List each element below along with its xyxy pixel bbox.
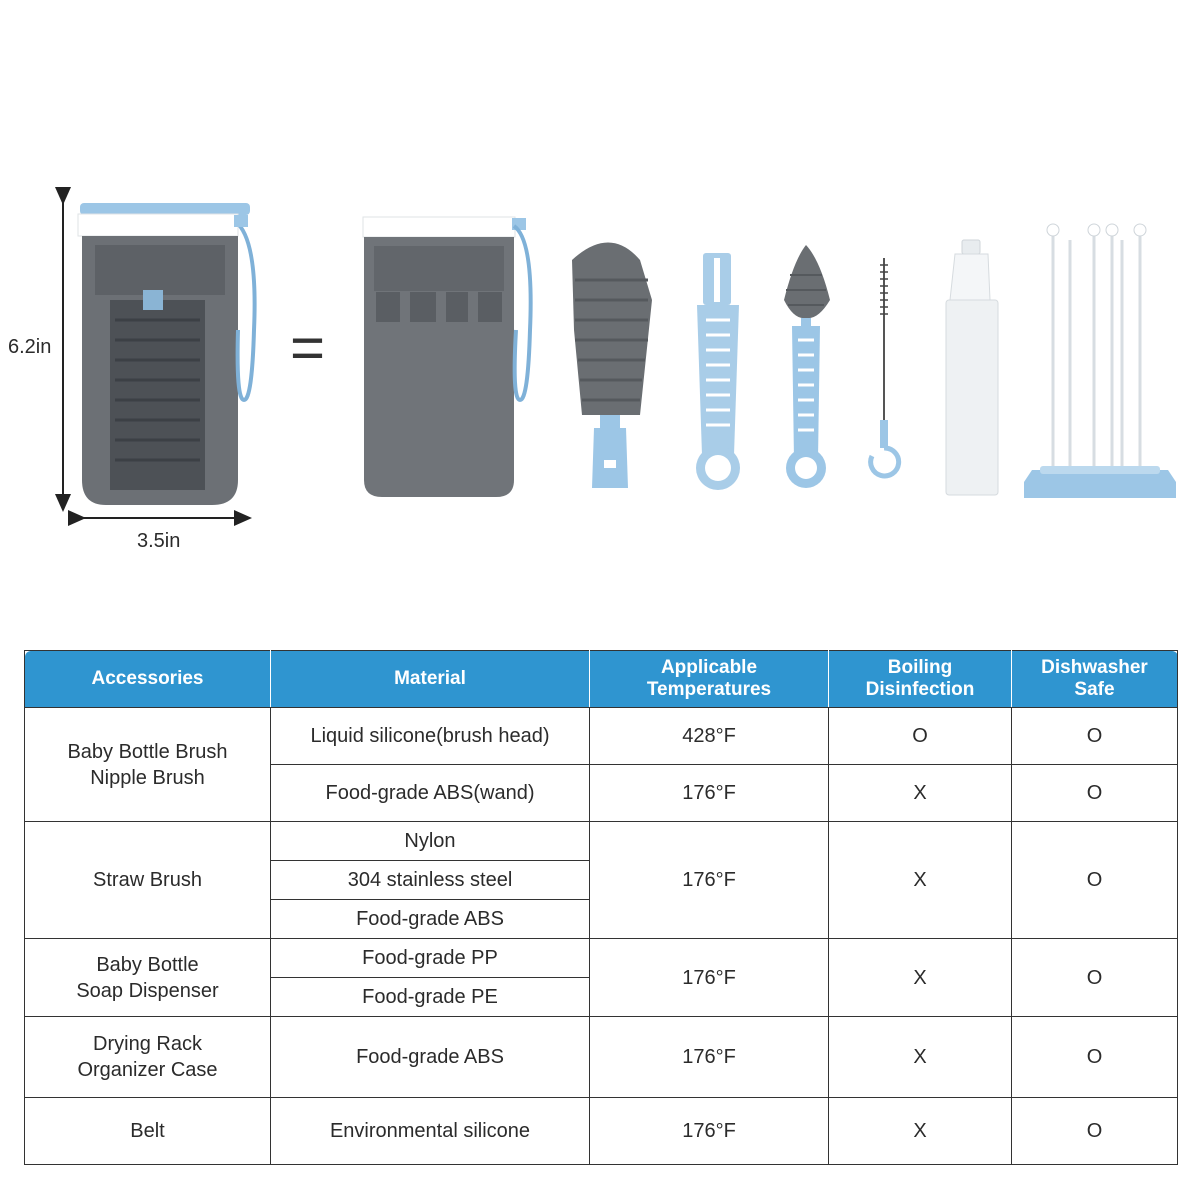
- accessory-name-line1: Drying Rack: [93, 1033, 202, 1055]
- boiling-cell: X: [829, 1017, 1012, 1098]
- brush-wand-icon: [696, 253, 740, 490]
- material-cell: Food-grade PP: [271, 939, 590, 978]
- height-dimension-label: 6.2in: [8, 336, 52, 358]
- table-row: [25, 1098, 1178, 1165]
- header-dishwasher: [1012, 651, 1178, 708]
- accessory-name: [25, 939, 271, 1017]
- accessory-name-line2: Nipple Brush: [90, 766, 205, 789]
- accessory-name-line2: Soap Dispenser: [76, 979, 219, 1002]
- width-dimension-label: 3.5in: [137, 530, 181, 552]
- temperature-cell: 176°F: [590, 765, 829, 822]
- header-dishwasher-line2: Safe: [1074, 679, 1115, 700]
- material-cell: Nylon: [271, 822, 590, 861]
- header-boiling-line2: Disinfection: [865, 679, 975, 700]
- nipple-brush-icon: [784, 245, 830, 488]
- header-accessories: Accessories: [25, 651, 271, 708]
- accessory-name-line1: Baby Bottle Brush: [67, 740, 228, 763]
- temperature-cell: 176°F: [590, 939, 829, 1017]
- soap-dispenser-icon: [946, 240, 998, 495]
- header-material: Material: [271, 651, 590, 708]
- table-row: [25, 822, 1178, 861]
- temperature-cell: 428°F: [590, 708, 829, 765]
- table-row: [25, 708, 1178, 765]
- product-illustration: [0, 150, 1200, 570]
- table-row: [25, 939, 1178, 978]
- dishwasher-cell: O: [1012, 1098, 1178, 1165]
- material-cell: Liquid silicone(brush head): [271, 708, 590, 765]
- header-temperatures: [590, 651, 829, 708]
- table-header-row: [25, 651, 1178, 708]
- organizer-case-full-icon: [78, 203, 255, 505]
- header-temperatures-line2: Temperatures: [646, 679, 772, 700]
- material-cell: 304 stainless steel: [271, 861, 590, 900]
- bottle-brush-icon: [572, 243, 652, 489]
- boiling-cell: X: [829, 1098, 1012, 1165]
- header-boiling-line1: Boiling: [887, 657, 953, 678]
- dishwasher-cell: O: [1012, 1017, 1178, 1098]
- dishwasher-cell: O: [1012, 939, 1178, 1017]
- material-cell: Food-grade ABS: [271, 1017, 590, 1098]
- accessory-name: Straw Brush: [25, 822, 271, 939]
- header-dishwasher-line1: Dishwasher: [1041, 657, 1148, 678]
- accessory-name: [25, 708, 271, 822]
- dishwasher-cell: O: [1012, 822, 1178, 939]
- material-cell: Environmental silicone: [271, 1098, 590, 1165]
- accessories-spec-table: [24, 650, 1178, 1165]
- organizer-case-icon: [363, 217, 531, 497]
- dishwasher-cell: O: [1012, 708, 1178, 765]
- material-cell: Food-grade PE: [271, 978, 590, 1017]
- header-temperatures-line1: Applicable: [660, 657, 758, 678]
- boiling-cell: O: [829, 708, 1012, 765]
- temperature-cell: 176°F: [590, 1098, 829, 1165]
- boiling-cell: X: [829, 939, 1012, 1017]
- accessory-name: Belt: [25, 1098, 271, 1165]
- material-cell: Food-grade ABS: [271, 900, 590, 939]
- temperature-cell: 176°F: [590, 822, 829, 939]
- dishwasher-cell: O: [1012, 765, 1178, 822]
- material-cell: Food-grade ABS(wand): [271, 765, 590, 822]
- accessory-name-line2: Organizer Case: [77, 1059, 218, 1081]
- straw-brush-icon: [871, 258, 899, 476]
- accessory-name: [25, 1017, 271, 1098]
- table-row: [25, 1017, 1178, 1098]
- temperature-cell: 176°F: [590, 1017, 829, 1098]
- header-boiling: [829, 651, 1012, 708]
- accessory-name-line1: Baby Bottle: [96, 953, 199, 976]
- equals-sign: =: [290, 314, 326, 381]
- boiling-cell: X: [829, 765, 1012, 822]
- drying-rack-icon: [1024, 224, 1176, 498]
- boiling-cell: X: [829, 822, 1012, 939]
